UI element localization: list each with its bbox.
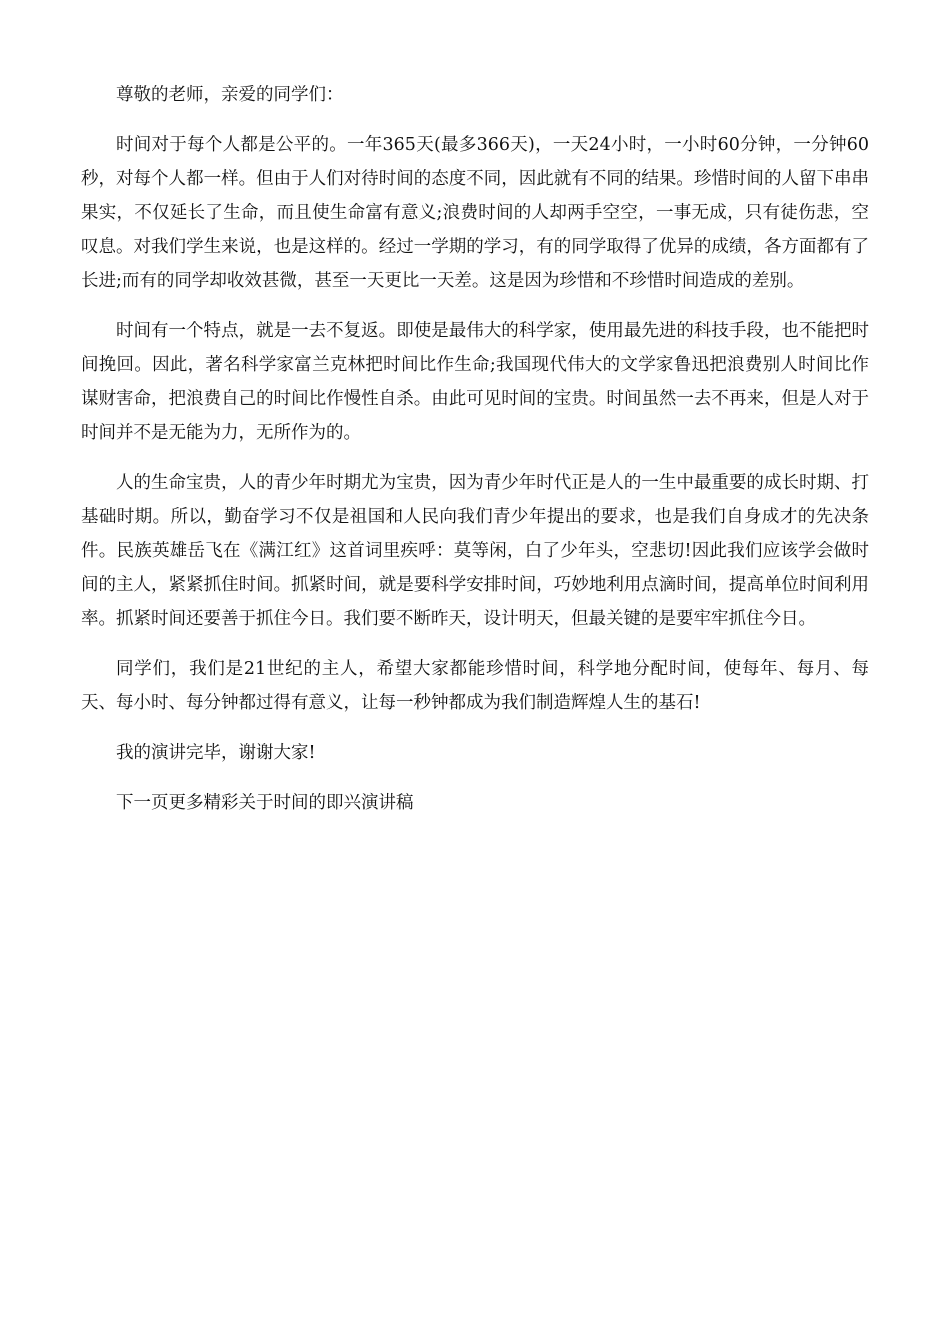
- paragraph-time-irreversible: 时间有一个特点，就是一去不复返。即使是最伟大的科学家，使用最先进的科技手段，也不能把时间挽回。因此，著名科学家富兰克林把时间比作生命;我国现代伟大的文学家鲁迅把浪费别人时间比作谋财害命，把浪费自己的时间比作慢性自杀。由此可见时间的宝贵。时间虽然一去不再来，但是人对于时间并不是无能为力，无所作为的。: [81, 321, 869, 443]
- closing-remark: 我的演讲完毕，谢谢大家!: [116, 743, 316, 763]
- paragraph-youth-precious: 人的生命宝贵，人的青少年时期尤为宝贵，因为青少年时代正是人的一生中最重要的成长时期、打基础时期。所以，勤奋学习不仅是祖国和人民向我们青少年提出的要求，也是我们自身成才的先决条件。民族英雄岳飞在《满江红》这首词里疾呼：莫等闲，白了少年头，空悲切!因此我们应该学会做时间的主人，紧紧抓住时间。抓紧时间，就是要科学安排时间，巧妙地利用点滴时间，提高单位时间利用率。抓紧时间还要善于抓住今日。我们要不断昨天，设计明天，但最关键的是要牢牢抓住今日。: [81, 473, 869, 629]
- paragraph-call-to-action: 同学们，我们是21世纪的主人，希望大家都能珍惜时间，科学地分配时间，使每年、每月、每天、每小时、每分钟都过得有意义，让每一秒钟都成为我们制造辉煌人生的基石!: [81, 659, 869, 713]
- next-page-link[interactable]: 下一页更多精彩关于时间的即兴演讲稿: [116, 793, 414, 813]
- salutation: 尊敬的老师，亲爱的同学们：: [116, 85, 344, 105]
- speech-body: [81, 78, 869, 836]
- paragraph-fairness-of-time: 时间对于每个人都是公平的。一年365天(最多366天)，一天24小时，一小时60分钟，一分钟60秒，对每个人都一样。但由于人们对待时间的态度不同，因此就有不同的结果。珍惜时间的人留下串串果实，不仅延长了生命，而且使生命富有意义;浪费时间的人却两手空空，一事无成，只有徒伤悲，空叹息。对我们学生来说，也是这样的。经过一学期的学习，有的同学取得了优异的成绩，各方面都有了长进;而有的同学却收效甚微，甚至一天更比一天差。这是因为珍惜和不珍惜时间造成的差别。: [81, 135, 869, 291]
